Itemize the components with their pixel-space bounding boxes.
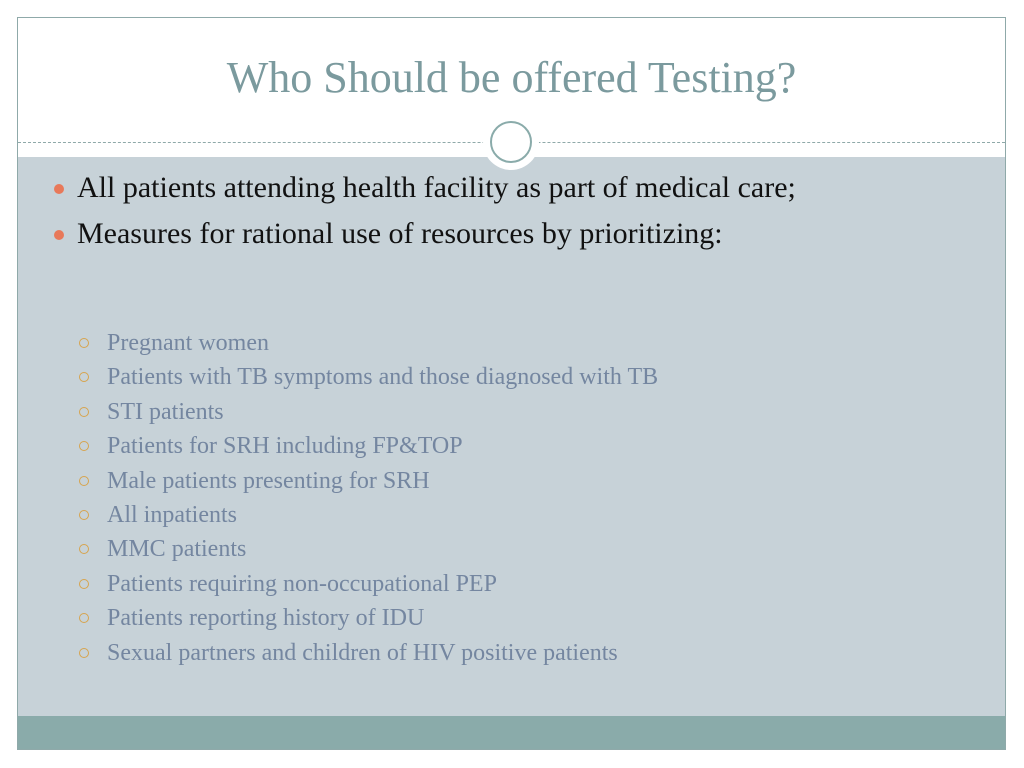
sub-bullet-text: Pregnant women	[107, 330, 269, 356]
ring-ornament-icon	[483, 114, 539, 170]
hollow-circle-bullet-icon	[79, 476, 89, 486]
sub-bullet-text: Male patients presenting for SRH	[107, 467, 430, 494]
sub-bullet-text: Patients with TB symptoms and those diagnosed with TB	[107, 364, 659, 391]
sub-bullet-list	[76, 326, 976, 670]
hollow-circle-bullet-icon	[79, 510, 89, 520]
bullet-item	[54, 218, 954, 250]
sub-bullet-text: Patients for SRH including FP&TOP	[107, 433, 463, 460]
slide-title: Who Should be offered Testing?	[226, 53, 797, 102]
hollow-circle-bullet-icon	[79, 338, 89, 348]
sub-bullet-item	[76, 532, 976, 566]
hollow-circle-bullet-icon	[79, 579, 89, 589]
sub-bullet-text: MMC patients	[107, 536, 247, 563]
sub-bullet-item	[76, 326, 976, 360]
sub-bullet-text: All inpatients	[107, 502, 237, 529]
hollow-circle-bullet-icon	[79, 544, 89, 554]
sub-bullet-text: Patients requiring non-occupational PEP	[107, 570, 497, 597]
filled-circle-bullet-icon	[54, 184, 64, 194]
hollow-circle-bullet-icon	[79, 372, 89, 382]
sub-bullet-text: Sexual partners and children of HIV positive patients	[107, 639, 618, 666]
sub-bullet-text: STI patients	[107, 398, 224, 425]
sub-bullet-item	[76, 429, 976, 463]
sub-bullet-item	[76, 360, 976, 394]
filled-circle-bullet-icon	[54, 230, 64, 240]
hollow-circle-bullet-icon	[79, 441, 89, 451]
hollow-circle-bullet-icon	[79, 613, 89, 623]
sub-bullet-item	[76, 498, 976, 532]
ring-ornament-inner	[490, 121, 532, 163]
bullet-text: All patients attending health facility as part of medical care;	[77, 171, 796, 204]
sub-bullet-text: Patients reporting history of IDU	[107, 605, 425, 632]
sub-bullet-item	[76, 464, 976, 498]
bullet-item	[54, 172, 954, 204]
slide	[17, 17, 1006, 750]
sub-bullet-item	[76, 601, 976, 635]
sub-bullet-item	[76, 567, 976, 601]
sub-bullet-item	[76, 395, 976, 429]
sub-bullet-item	[76, 636, 976, 670]
main-bullet-list	[54, 172, 954, 264]
footer-band	[18, 716, 1005, 750]
bullet-text: Measures for rational use of resources by prioritizing:	[77, 217, 723, 250]
hollow-circle-bullet-icon	[79, 648, 89, 658]
hollow-circle-bullet-icon	[79, 407, 89, 417]
